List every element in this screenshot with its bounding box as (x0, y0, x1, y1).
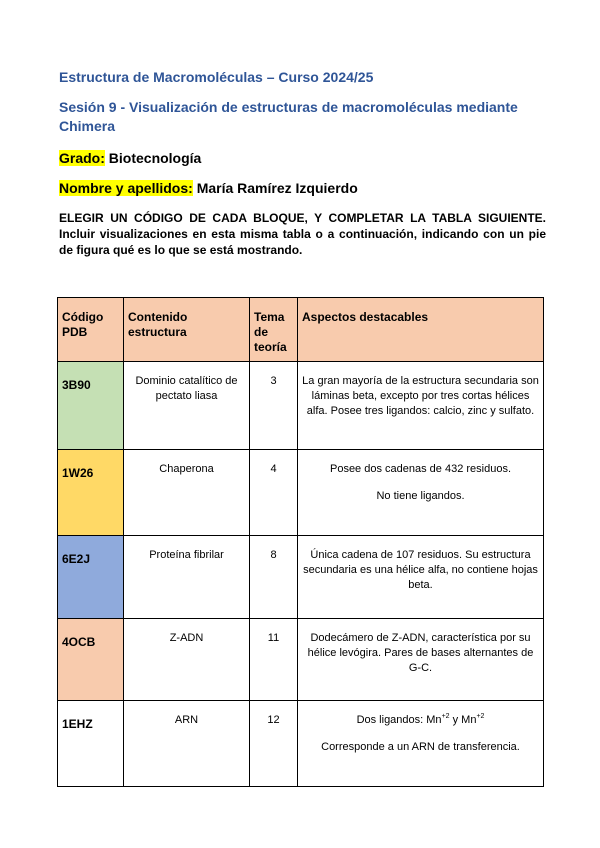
row-topic: 3 (250, 362, 298, 450)
row-code: 1EHZ (58, 701, 124, 787)
table-header-row (58, 298, 544, 362)
row-aspects: La gran mayoría de la estructura secundaria son láminas beta, excepto por tres cortas hélices alfa. Posee tres ligandos: calcio, zinc y sulfato. (298, 362, 544, 450)
aspects-line (302, 713, 539, 728)
row-code: 3B90 (58, 362, 124, 450)
row-content: Proteína fibrilar (124, 536, 250, 619)
nombre-label: Nombre y apellidos: (59, 180, 193, 196)
grado-field (59, 150, 201, 166)
table-row (58, 619, 544, 701)
header-code: Código PDB (58, 298, 124, 362)
row-content: ARN (124, 701, 250, 787)
session-title: Sesión 9 - Visualización de estructuras de macromoléculas mediante Chimera (59, 99, 518, 134)
header-content: Contenido estructura (124, 298, 250, 362)
row-topic: 8 (250, 536, 298, 619)
aspects-line: No tiene ligandos. (376, 490, 465, 502)
charge-superscript: +2 (441, 713, 450, 720)
aspects-text: Dos ligandos: Mn (356, 714, 442, 726)
aspects-line: Corresponde a un ARN de transferencia. (321, 741, 520, 753)
table-row (58, 536, 544, 619)
nombre-value: María Ramírez Izquierdo (196, 180, 358, 196)
row-aspects (298, 450, 544, 536)
instructions-rest: Incluir visualizaciones en esta misma tabla o a continuación, indicando con un pie de figura qué es lo que se está mostrando. (59, 227, 546, 257)
row-code: 6E2J (58, 536, 124, 619)
table-row (58, 362, 544, 450)
pdb-table (57, 297, 544, 787)
row-content: Dominio catalítico de pectato liasa (124, 362, 250, 450)
row-aspects: Dodecámero de Z-ADN, característica por su hélice levógira. Pares de bases alternantes de G-C. (298, 619, 544, 701)
table-row (58, 450, 544, 536)
row-topic: 4 (250, 450, 298, 536)
row-topic: 11 (250, 619, 298, 701)
instructions (59, 210, 546, 258)
row-code: 1W26 (58, 450, 124, 536)
row-content: Chaperona (124, 450, 250, 536)
row-content: Z-ADN (124, 619, 250, 701)
grado-value: Biotecnología (108, 150, 202, 166)
grado-label: Grado: (59, 150, 105, 166)
instructions-line1: ELEGIR UN CÓDIGO DE CADA BLOQUE, Y COMPLETAR LA TABLA SIGUIENTE. (59, 211, 546, 225)
course-title: Estructura de Macromoléculas – Curso 2024/25 (59, 69, 374, 85)
nombre-field (59, 180, 358, 196)
table-row (58, 701, 544, 787)
header-topic: Tema de teoría (250, 298, 298, 362)
row-code: 4OCB (58, 619, 124, 701)
aspects-text: y Mn (449, 714, 477, 726)
header-aspects: Aspectos destacables (298, 298, 544, 362)
row-aspects (298, 701, 544, 787)
row-topic: 12 (250, 701, 298, 787)
aspects-line: Posee dos cadenas de 432 residuos. (329, 463, 512, 475)
row-aspects: Única cadena de 107 residuos. Su estructura secundaria es una hélice alfa, no contiene hojas beta. (298, 536, 544, 619)
charge-superscript: +2 (476, 713, 485, 720)
